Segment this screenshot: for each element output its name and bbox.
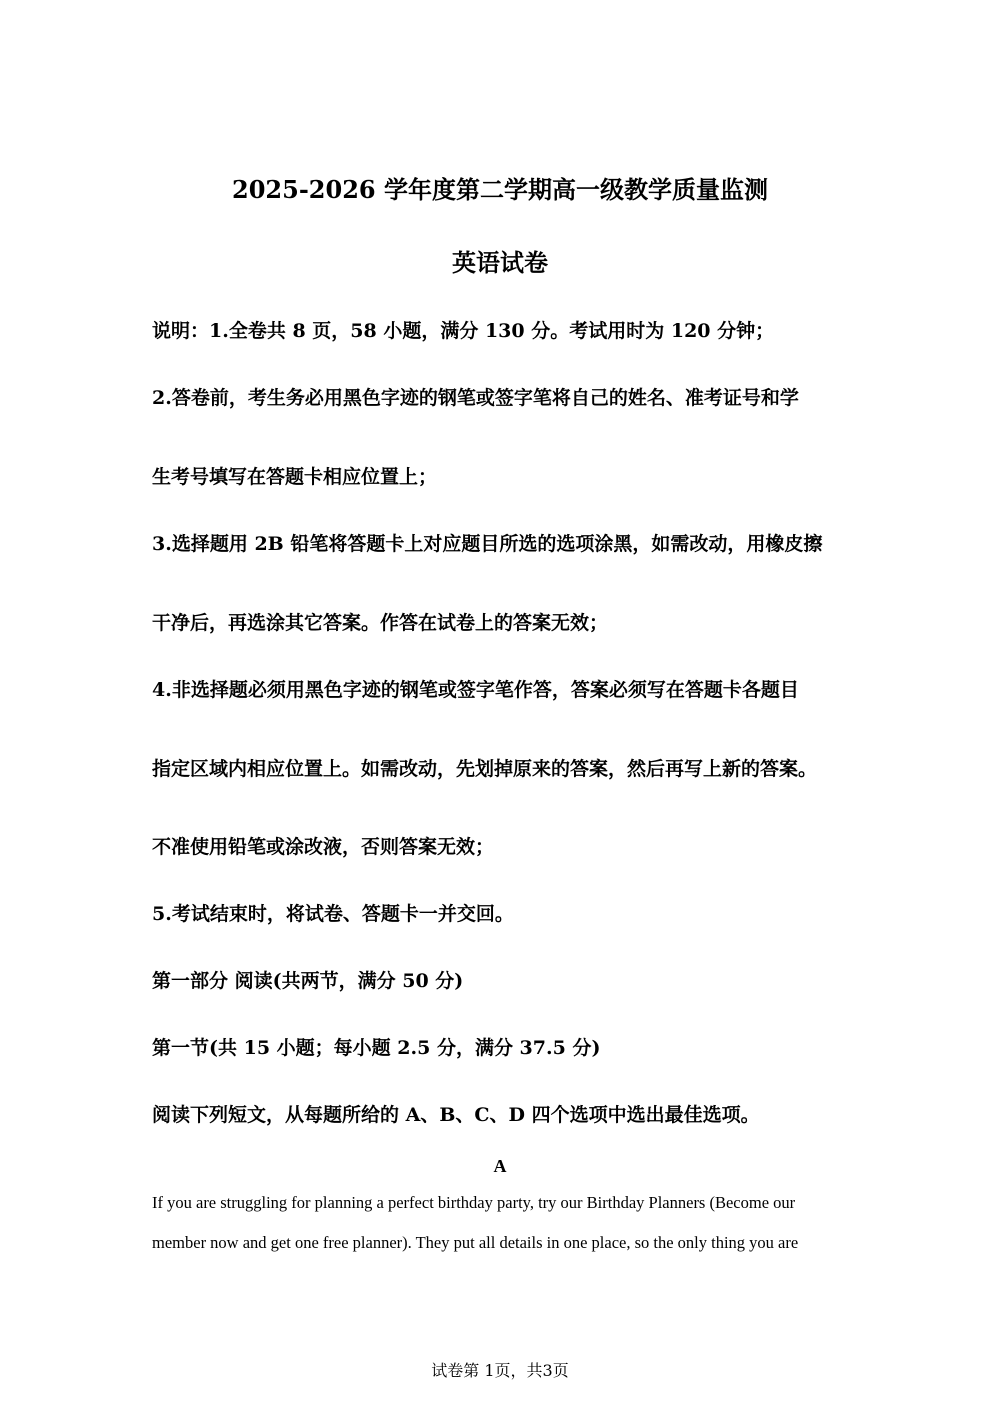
section-one-heading: 第一节(共 15 小题；每小题 2.5 分，满分 37.5 分) [152, 1037, 601, 1059]
reading-directions: 阅读下列短文，从每题所给的 A、B、C、D 四个选项中选出最佳选项。 [152, 1104, 760, 1126]
passage-a-label: A [493, 1156, 507, 1176]
instruction-line-9: 5.考试结束时，将试卷、答题卡一并交回。 [152, 903, 514, 925]
instruction-line-4: 3.选择题用 2B 铅笔将答题卡上对应题目所选的选项涂黑，如需改动，用橡皮擦 [152, 533, 823, 555]
instruction-line-3: 生考号填写在答题卡相应位置上； [152, 466, 438, 488]
passage-a-line-2: member now and get one free planner). They put all details in one place, so the only thing you are [152, 1233, 799, 1252]
exam-title: 2025-2026 学年度第二学期高一级教学质量监测 [232, 175, 768, 204]
exam-subject-title: 英语试卷 [452, 248, 548, 277]
part-one-heading: 第一部分 阅读(共两节，满分 50 分) [152, 970, 464, 992]
page-footer: 试卷第 1页，共3页 [431, 1361, 569, 1380]
instruction-line-1: 说明：1.全卷共 8 页，58 小题，满分 130 分。考试用时为 120 分钟； [152, 320, 775, 342]
instruction-line-7: 指定区域内相应位置上。如需改动，先划掉原来的答案，然后再写上新的答案。 [152, 758, 818, 780]
instruction-line-6: 4.非选择题必须用黑色字迹的钢笔或签字笔作答，答案必须写在答题卡各题目 [152, 679, 799, 701]
instruction-line-2: 2.答卷前，考生务必用黑色字迹的钢笔或签字笔将自己的姓名、准考证号和学 [152, 387, 799, 409]
passage-a-line-1: If you are struggling for planning a perfect birthday party, try our Birthday Planners (Become our [152, 1193, 796, 1212]
instruction-line-8: 不准使用铅笔或涂改液，否则答案无效； [152, 836, 495, 858]
instruction-line-5: 干净后，再选涂其它答案。作答在试卷上的答案无效； [152, 612, 609, 634]
